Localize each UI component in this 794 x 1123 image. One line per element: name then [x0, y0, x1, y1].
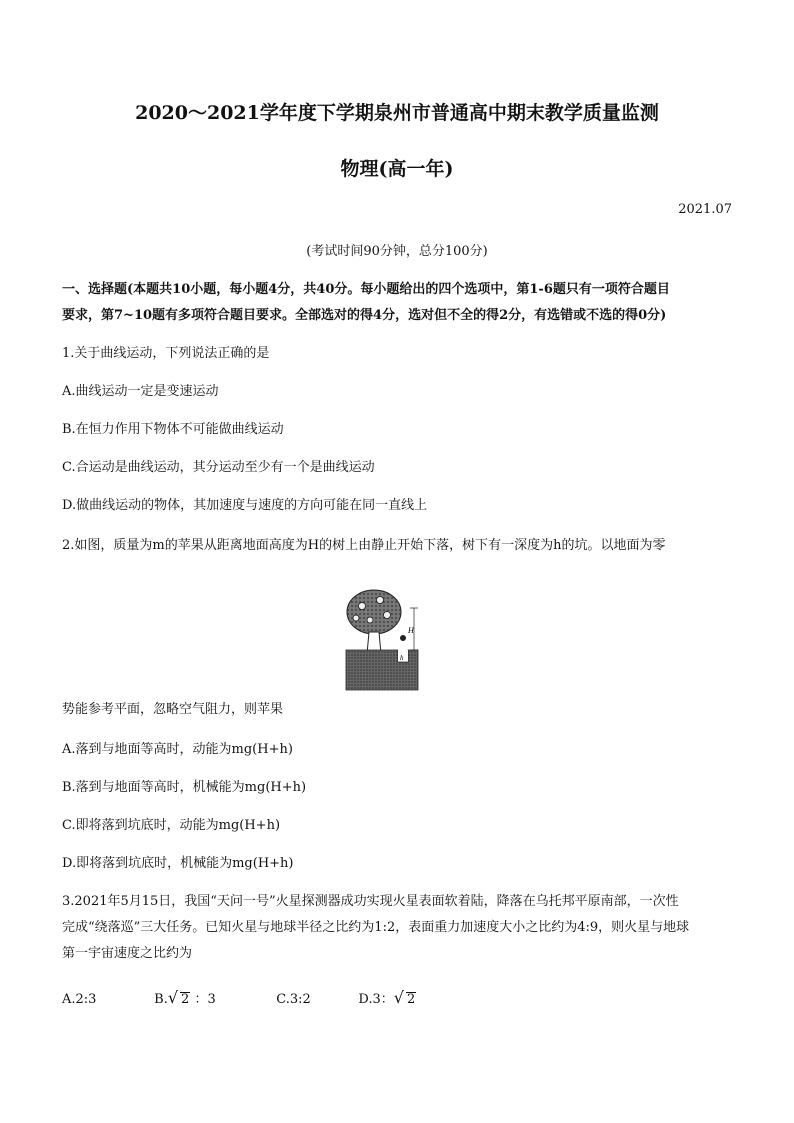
- exam-info: (考试时间90分钟，总分100分): [306, 244, 488, 259]
- q3-option-b: [154, 988, 272, 1007]
- q3-option-d-radicand: 2: [407, 992, 416, 1007]
- q2-option-c: C.即将落到坑底时，动能为mg(H+h): [62, 818, 281, 833]
- q3-stem-line1: 3.2021年5月15日，我国“天问一号”火星探测器成功实现火星表面软着陆，降落在乌托邦平原南部，一次性: [62, 894, 679, 909]
- q3-option-a: A.2:3: [62, 992, 97, 1007]
- q2-stem-line2: 势能参考平面，忽略空气阻力，则苹果: [62, 702, 284, 717]
- exam-date: 2021.07: [678, 202, 732, 217]
- q1-option-d: D.做曲线运动的物体，其加速度与速度的方向可能在同一直线上: [62, 498, 428, 513]
- q3-option-b-suffix: ：3: [194, 992, 216, 1007]
- apple-tree-figure: [342, 588, 422, 692]
- section1-instructions-line2: 要求，第7~10题有多项符合题目要求。全部选对的得4分，选对但不全的得2分，有选错或不选的得0分): [62, 308, 667, 323]
- fig-label-h: h: [400, 654, 404, 662]
- q3-option-c: C.3:2: [276, 992, 311, 1007]
- q3-option-d: [358, 988, 416, 1007]
- q3-option-b-radicand: 2: [181, 992, 190, 1007]
- q3-option-d-prefix: D.3：: [358, 992, 394, 1007]
- fig-label-H: H: [408, 626, 414, 635]
- q3-options: [62, 988, 416, 1007]
- sqrt-symbol: √: [393, 988, 404, 1007]
- q1-stem: 1.关于曲线运动，下列说法正确的是: [62, 346, 270, 361]
- q1-option-a: A.曲线运动一定是变速运动: [62, 384, 219, 399]
- q1-option-b: B.在恒力作用下物体不可能做曲线运动: [62, 422, 284, 437]
- q2-stem-line1: 2.如图，质量为m的苹果从距离地面高度为H的树上由静止开始下落，树下有一深度为h的坑。以地面为零: [62, 538, 666, 553]
- q2-option-a: A.落到与地面等高时，动能为mg(H+h): [62, 742, 293, 757]
- page-title: 2020～2021学年度下学期泉州市普通高中期末教学质量监测: [135, 102, 659, 124]
- q1-option-c: C.合运动是曲线运动，其分运动至少有一个是曲线运动: [62, 460, 375, 475]
- sqrt-symbol: √: [167, 988, 179, 1007]
- q3-option-b-prefix: B.: [154, 992, 168, 1007]
- q3-stem-line2: 完成“绕落巡”三大任务。已知火星与地球半径之比约为1:2，表面重力加速度大小之比约为4:9，则火星与地球: [62, 920, 690, 935]
- q2-option-d: D.即将落到坑底时，机械能为mg(H+h): [62, 856, 294, 871]
- section1-instructions-line1: 一、选择题(本题共10小题，每小题4分，共40分。每小题给出的四个选项中，第1-6题只有一项符合题目: [62, 282, 670, 297]
- page-subtitle: 物理(高一年): [340, 158, 454, 180]
- q2-option-b: B.落到与地面等高时，机械能为mg(H+h): [62, 780, 307, 795]
- q3-stem-line3: 第一宇宙速度之比约为: [62, 946, 193, 961]
